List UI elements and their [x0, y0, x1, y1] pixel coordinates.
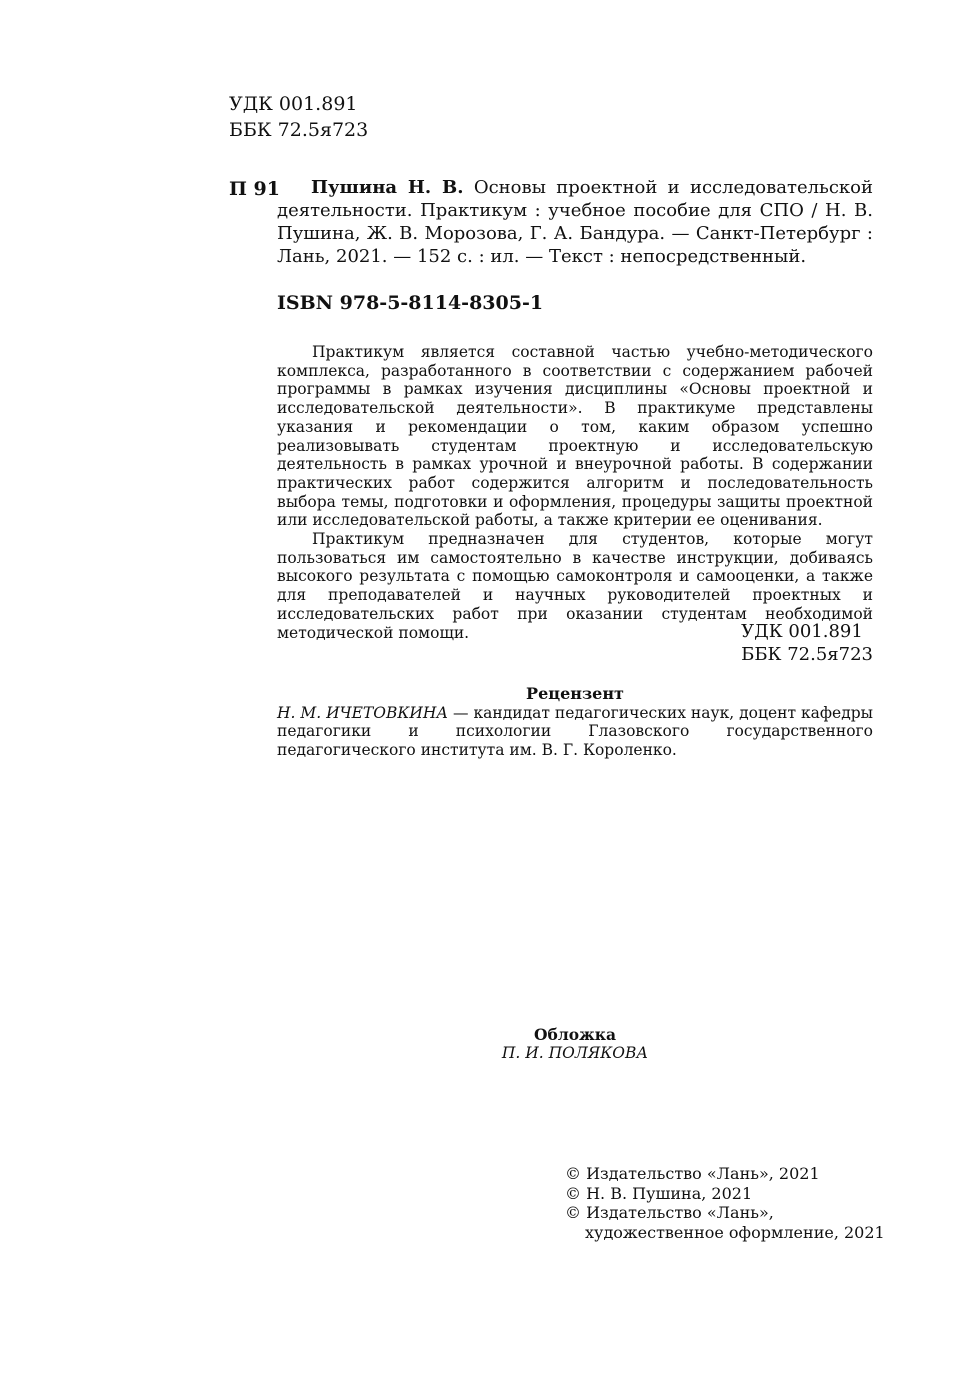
author-name: Пушина Н. В.	[311, 177, 464, 198]
reviewer-name: Н. М. ИЧЕТОВКИНА	[277, 703, 449, 722]
copyright-line: художественное оформление, 2021	[585, 1222, 885, 1242]
copyright-line: © Издательство «Лань», 2021	[565, 1164, 820, 1183]
isbn: ISBN 978-5-8114-8305-1	[277, 292, 544, 314]
reviewer-text	[277, 704, 873, 760]
udk-code: УДК 001.891	[741, 621, 863, 642]
cover-heading: Обложка	[534, 1025, 616, 1044]
abstract-paragraph: Практикум предназначен для студентов, которые могут пользоваться им самостоятельно в качестве инструкции, добиваясь высокого результата с помощью самоконтроля и самооценки, а также для преподавателей и научных руководителей проектных и исследовательских работ при оказании студентам необходимой методической помощи.	[277, 530, 873, 642]
bbk-code: ББК 72.5я723	[741, 644, 873, 665]
copyright-block	[565, 1164, 885, 1242]
bbk-code: ББК 72.5я723	[229, 119, 369, 141]
copyright-line: © Издательство «Лань»,	[565, 1203, 774, 1222]
bibliographic-text: Основы проектной и исследовательской деятельности. Практикум : учебное пособие для СПО / Н. В. Пушина, Ж. В. Морозова, Г. А. Бандура. — Санкт-Петербург : Лань, 2021. — 152 с. : ил. — Текст : непосредственный.	[277, 177, 873, 267]
udk-code: УДК 001.891	[229, 93, 358, 115]
bibliographic-record	[277, 176, 873, 268]
bottom-classification-codes	[741, 620, 873, 666]
reviewer-section	[277, 685, 873, 760]
reviewer-description: — кандидат педагогических наук, доцент кафедры педагогики и психологии Глазовского государственного педагогического института им. В. Г. Короленко.	[277, 703, 873, 760]
cover-credit	[277, 1025, 873, 1063]
abstract	[277, 343, 873, 642]
abstract-paragraph: Практикум является составной частью учебно-методического комплекса, разработанного в соответствии с содержанием рабочей программы в рамках изучения дисциплины «Основы проектной и исследовательской деятельности». В практикуме представлены указания и рекомендации о том, каким образом успешно реализовывать студентам проектную и исследовательскую деятельность в рамках урочной и внеурочной работы. В содержании практических работ содержится алгоритм и последовательность выбора темы, подготовки и оформления, процедуры защиты проектной или исследовательской работы, а также критерии ее оценивания.	[277, 343, 873, 530]
top-classification-codes	[229, 91, 368, 143]
catalog-mark: П 91	[229, 178, 280, 200]
cover-artist-name: П. И. ПОЛЯКОВА	[501, 1044, 649, 1062]
copyright-line: © Н. В. Пушина, 2021	[565, 1183, 753, 1203]
reviewer-heading: Рецензент	[526, 684, 624, 703]
